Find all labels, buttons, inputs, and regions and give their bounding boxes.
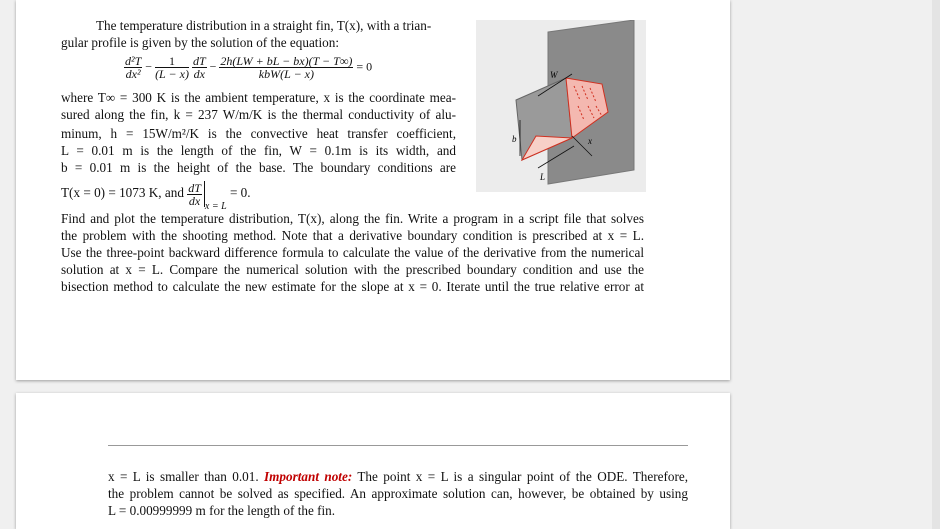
label-w: W [550, 70, 558, 80]
eq-term2: $\frac{1}{(L - x)}$ [155, 54, 189, 81]
text-length-line: L = 0.01 m is the length of the fin, W = 0.1m is its width, and [61, 143, 456, 158]
footnote-divider [108, 445, 688, 446]
page2-line-2: the problem cannot be solved as specified. An approximate solution can, however, be obtained by using [108, 486, 688, 501]
label-b: b [512, 134, 517, 144]
eq-rhs: = 0 [356, 59, 373, 74]
label-x: x [588, 136, 592, 146]
document-page-2 [16, 393, 730, 529]
para2-line-2: the problem with the shooting method. Note that a derivative boundary condition is prescribed at x = L. [61, 228, 644, 243]
page2-line-3: L = 0.00999999 m for the length of the fin. [108, 503, 336, 518]
text-minum-line: minum, h = 15W/m²/K is the convective heat transfer coefficient, [61, 126, 456, 141]
eq-term3: $\frac{2h(LW + bL - bx)(T - T\infty)}{\text{kbW(L − x)}}$ [220, 54, 353, 81]
text-where-line: where T∞ = 300 K is the ambient temperature, x is the coordinate mea- [61, 90, 456, 105]
page2-line-1: x = L is smaller than 0.01. Important note: The point x = L is a singular point of the ODE. Therefore, [108, 469, 689, 484]
boundary-conditions: T(x = 0) = 1073 K, and $\frac{dT}{dx}$ $_{x = L}$ = 0. [61, 180, 251, 213]
text-base-line: b = 0.01 m is the height of the base. The boundary conditions are [61, 160, 456, 175]
fin-diagram [476, 20, 646, 192]
para2-line-5: bisection method to calculate the new estimate for the slope at x = 0. Iterate until the true relative error at [61, 279, 644, 294]
label-l: L [540, 172, 546, 182]
intro-line-1: The temperature distribution in a straight fin, T(x), with a trian- [96, 18, 432, 33]
eq-term2-derivative: $\frac{dT}{dx}$ [192, 54, 206, 81]
fin-figure [476, 20, 646, 192]
document-page-1 [16, 0, 730, 380]
fin-equation: $\frac{\text{d²T}}{\text{dx²}}$ − $\frac{1}{(L - x)}$ $\frac{dT}{dx}$ − $\frac{2h(LW + bL - bx)(T - T\infty)}{\text{kbW(L − x)}}$ = 0 [125, 54, 373, 81]
important-note-label: Important note: [264, 469, 353, 484]
para2-line-4: solution at x = L. Compare the numerical solution with the prescribed boundary condition and use the [61, 262, 644, 277]
scrollbar-track[interactable] [932, 0, 940, 529]
para2-line-3: Use the three-point backward difference formula to calculate the value of the derivative from the numerical [61, 245, 644, 260]
intro-line-2: gular profile is given by the solution of the equation: [61, 35, 339, 50]
eq-term1: $\frac{\text{d²T}}{\text{dx²}}$ [125, 54, 142, 81]
text-sured-line: sured along the fin, k = 237 W/m/K is the thermal conductivity of alu- [61, 107, 456, 122]
para2-line-1: Find and plot the temperature distribution, T(x), along the fin. Write a program in a script file that solves [61, 211, 644, 226]
